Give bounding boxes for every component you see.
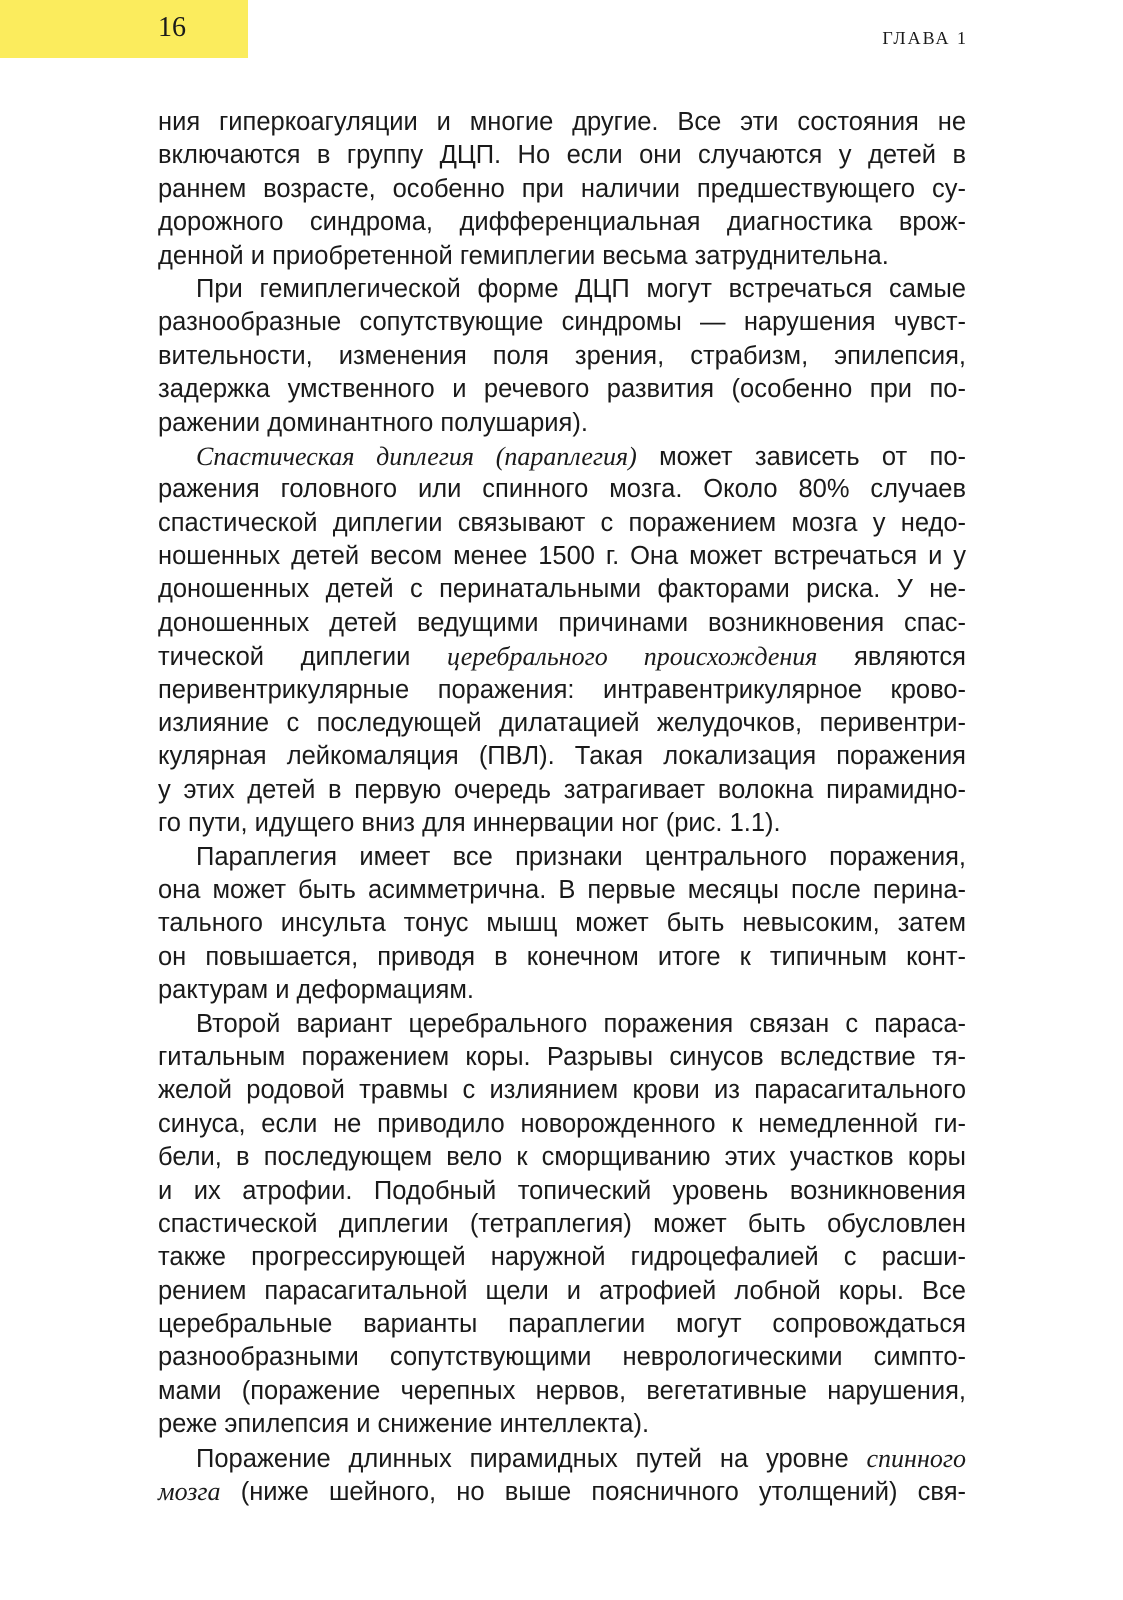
text-line: Второй вариант церебрального поражения связан с параса- — [196, 1009, 966, 1038]
text-line: денной и приобретенной гемиплегии весьма затруднительна. — [158, 241, 889, 270]
text-line — [158, 640, 966, 673]
paragraph — [158, 273, 966, 440]
text-line — [158, 1442, 966, 1475]
text-line: ражении доминантного полушария). — [158, 408, 588, 437]
paragraph — [158, 1008, 966, 1442]
text-line: рактурам и деформациям. — [158, 976, 474, 1005]
text-line — [158, 440, 966, 473]
text-line: спастической диплегии (тетраплегия) может быть обусловлен — [158, 1209, 966, 1238]
text-line: го пути, идущего вниз для иннервации ног (рис. 1.1). — [158, 809, 781, 838]
text-line: включаются в группу ДЦП. Но если они случаются у детей в — [158, 141, 966, 170]
text-line: церебральные варианты параплегии могут сопровождаться — [158, 1310, 966, 1339]
text-line: гитальным поражением коры. Разрывы синусов вследствие тя- — [158, 1042, 966, 1071]
text-line: вительности, изменения поля зрения, страбизм, эпилепсия, — [158, 341, 966, 370]
running-head: ГЛАВА 1 — [882, 28, 968, 48]
text-line: и их атрофии. Подобный топический уровень возникновения — [158, 1176, 966, 1205]
paragraph — [158, 1442, 966, 1509]
text-line: Параплегия имеет все признаки центрального поражения, — [196, 842, 966, 871]
text-line — [158, 1475, 966, 1508]
text-line: он повышается, приводя в конечном итоге к типичным конт- — [158, 942, 966, 971]
text-line: ношенных детей весом менее 1500 г. Она может встречаться и у — [158, 542, 966, 571]
text-line: тального инсульта тонус мышц может быть невысоким, затем — [158, 909, 966, 938]
text-line: задержка умственного и речевого развития (особенно при по- — [158, 375, 966, 404]
text-fragment: может зависеть от по- — [636, 442, 966, 471]
text-line: ражения головного или спинного мозга. Около 80% случаев — [158, 475, 966, 504]
page-number: 16 — [158, 12, 186, 43]
text-line: мами (поражение черепных нервов, вегетативные нарушения, — [158, 1376, 966, 1405]
text-line: ния гиперкоагуляции и многие другие. Все эти состояния не — [158, 108, 966, 136]
text-line: кулярная лейкомаляция (ПВЛ). Такая локализация поражения — [158, 742, 966, 771]
text-line: разнообразные сопутствующие синдромы — нарушения чувст- — [158, 308, 966, 337]
italic-term: спинного — [866, 1443, 966, 1473]
text-fragment: являются — [817, 643, 966, 672]
text-line: она может быть асимметрична. В первые месяцы после перина- — [158, 875, 966, 904]
page-number-highlight — [0, 0, 248, 58]
text-line: доношенных детей с перинатальными факторами риска. У не- — [158, 575, 966, 604]
paragraph — [158, 440, 966, 841]
text-line: рением парасагитальной щели и атрофией лобной коры. Все — [158, 1276, 966, 1305]
text-line: спастической диплегии связывают с поражением мозга у недо- — [158, 508, 966, 537]
text-fragment: (ниже шейного, но выше поясничного утолщений) свя- — [220, 1478, 966, 1507]
text-line: При гемиплегической форме ДЦП могут встречаться самые — [196, 274, 966, 303]
text-fragment: тической диплегии — [158, 643, 448, 672]
text-line: также прогрессирующей наружной гидроцефалией с расши- — [158, 1243, 966, 1272]
italic-term: мозга — [158, 1477, 221, 1507]
text-line: реже эпилепсия и снижение интеллекта). — [158, 1410, 650, 1439]
text-line: излияние с последующей дилатацией желудочков, перивентри- — [158, 709, 966, 738]
text-line: разнообразными сопутствующими неврологическими симпто- — [158, 1343, 966, 1372]
italic-term: церебрального происхождения — [447, 642, 818, 672]
text-line: раннем возрасте, особенно при наличии предшествующего су- — [158, 174, 966, 203]
text-line: у этих детей в первую очередь затрагивает волокна пирамидно- — [158, 775, 966, 804]
text-line: синуса, если не приводило новорожденного к немедленной ги- — [158, 1109, 966, 1138]
italic-term: Спастическая диплегия (параплегия) — [196, 441, 637, 471]
paragraph — [158, 841, 966, 1008]
text-line: перивентрикулярные поражения: интравентрикулярное крово- — [158, 675, 966, 704]
text-line: доношенных детей ведущими причинами возникновения спас- — [158, 608, 966, 637]
paragraph — [158, 106, 966, 273]
text-line: бели, в последующем вело к сморщиванию этих участков коры — [158, 1143, 966, 1172]
body-text — [158, 106, 966, 1508]
text-line: дорожного синдрома, дифференциальная диагностика врож- — [158, 208, 966, 237]
text-fragment: Поражение длинных пирамидных путей на уровне — [196, 1444, 867, 1473]
text-line: желой родовой травмы с излиянием крови из парасагитального — [158, 1076, 966, 1105]
